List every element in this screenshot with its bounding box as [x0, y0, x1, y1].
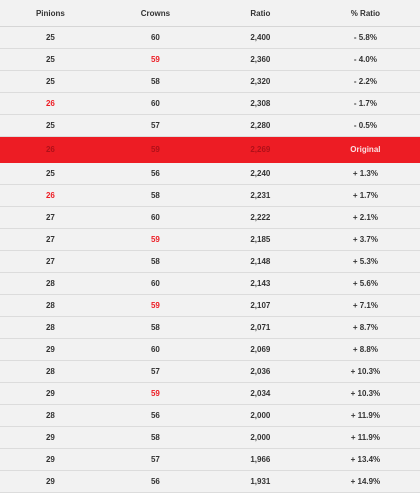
- cell-pinions: 28: [0, 317, 101, 339]
- cell-pct-ratio: + 3.7%: [311, 229, 420, 251]
- cell-pct-ratio: - 5.8%: [311, 27, 420, 49]
- cell-crowns: 60: [101, 27, 210, 49]
- cell-pct-ratio: + 13.4%: [311, 449, 420, 471]
- cell-pinions: 27: [0, 229, 101, 251]
- cell-crowns: 59: [101, 49, 210, 71]
- table-row: [0, 49, 420, 71]
- cell-ratio: 2,000: [210, 427, 311, 449]
- cell-ratio: 2,400: [210, 27, 311, 49]
- cell-pinions: 25: [0, 27, 101, 49]
- cell-ratio: 1,931: [210, 471, 311, 493]
- cell-pct-ratio: + 7.1%: [311, 295, 420, 317]
- cell-pinions: 26: [0, 93, 101, 115]
- cell-pct-ratio: + 10.3%: [311, 361, 420, 383]
- table-row: [0, 251, 420, 273]
- cell-pinions: 29: [0, 339, 101, 361]
- cell-crowns: 60: [101, 273, 210, 295]
- table-row: [0, 449, 420, 471]
- table-row: [0, 339, 420, 361]
- cell-pinions: 26: [0, 185, 101, 207]
- header-row: [0, 0, 420, 27]
- table-body: [0, 27, 420, 493]
- cell-ratio: 2,143: [210, 273, 311, 295]
- table-row: [0, 93, 420, 115]
- table-row: [0, 27, 420, 49]
- cell-crowns: 57: [101, 449, 210, 471]
- table-row: [0, 295, 420, 317]
- cell-pct-ratio: + 11.9%: [311, 405, 420, 427]
- cell-crowns: 58: [101, 317, 210, 339]
- cell-crowns: 59: [101, 295, 210, 317]
- cell-crowns: 60: [101, 207, 210, 229]
- table-row: [0, 427, 420, 449]
- cell-pct-ratio: - 0.5%: [311, 115, 420, 137]
- cell-crowns: 58: [101, 185, 210, 207]
- cell-crowns: 59: [101, 137, 210, 163]
- cell-pinions: 28: [0, 273, 101, 295]
- cell-ratio: 2,069: [210, 339, 311, 361]
- table-header: [0, 0, 420, 27]
- cell-pinions: 29: [0, 427, 101, 449]
- table-row: [0, 163, 420, 185]
- cell-pinions: 26: [0, 137, 101, 163]
- table-row: [0, 471, 420, 493]
- cell-pinions: 29: [0, 383, 101, 405]
- cell-pct-ratio: + 5.6%: [311, 273, 420, 295]
- table-row: [0, 361, 420, 383]
- table-row: [0, 207, 420, 229]
- cell-pinions: 29: [0, 471, 101, 493]
- cell-pct-ratio: + 11.9%: [311, 427, 420, 449]
- cell-ratio: 2,360: [210, 49, 311, 71]
- table-row: [0, 405, 420, 427]
- cell-ratio: 2,185: [210, 229, 311, 251]
- cell-pct-ratio: + 2.1%: [311, 207, 420, 229]
- cell-crowns: 56: [101, 163, 210, 185]
- cell-crowns: 57: [101, 115, 210, 137]
- cell-pct-ratio: + 5.3%: [311, 251, 420, 273]
- cell-pinions: 25: [0, 115, 101, 137]
- header-crowns: Crowns: [101, 0, 210, 27]
- cell-ratio: 2,036: [210, 361, 311, 383]
- cell-ratio: 2,320: [210, 71, 311, 93]
- cell-pct-ratio: + 8.8%: [311, 339, 420, 361]
- table-row-original: [0, 137, 420, 163]
- cell-pct-ratio: + 10.3%: [311, 383, 420, 405]
- cell-ratio: 2,240: [210, 163, 311, 185]
- cell-crowns: 56: [101, 471, 210, 493]
- cell-pct-ratio: - 4.0%: [311, 49, 420, 71]
- cell-crowns: 59: [101, 383, 210, 405]
- cell-pinions: 25: [0, 49, 101, 71]
- cell-pct-ratio: + 14.9%: [311, 471, 420, 493]
- table-row: [0, 383, 420, 405]
- cell-pct-ratio: + 1.3%: [311, 163, 420, 185]
- cell-pct-ratio: + 1.7%: [311, 185, 420, 207]
- cell-pinions: 27: [0, 207, 101, 229]
- cell-pct-ratio: Original: [311, 137, 420, 163]
- cell-pinions: 29: [0, 449, 101, 471]
- cell-pct-ratio: - 2.2%: [311, 71, 420, 93]
- cell-ratio: 2,000: [210, 405, 311, 427]
- cell-ratio: 2,308: [210, 93, 311, 115]
- cell-pct-ratio: - 1.7%: [311, 93, 420, 115]
- cell-ratio: 2,071: [210, 317, 311, 339]
- header-pct-ratio: % Ratio: [311, 0, 420, 27]
- cell-crowns: 60: [101, 339, 210, 361]
- header-ratio: Ratio: [210, 0, 311, 27]
- cell-crowns: 60: [101, 93, 210, 115]
- table-row: [0, 273, 420, 295]
- cell-ratio: 2,222: [210, 207, 311, 229]
- cell-crowns: 57: [101, 361, 210, 383]
- cell-pinions: 25: [0, 163, 101, 185]
- cell-pinions: 28: [0, 405, 101, 427]
- cell-crowns: 58: [101, 251, 210, 273]
- table-row: [0, 115, 420, 137]
- cell-pct-ratio: + 8.7%: [311, 317, 420, 339]
- cell-pinions: 28: [0, 361, 101, 383]
- table-row: [0, 185, 420, 207]
- cell-ratio: 2,107: [210, 295, 311, 317]
- cell-pinions: 25: [0, 71, 101, 93]
- cell-ratio: 2,231: [210, 185, 311, 207]
- cell-ratio: 2,269: [210, 137, 311, 163]
- table-row: [0, 317, 420, 339]
- cell-crowns: 58: [101, 71, 210, 93]
- cell-ratio: 1,966: [210, 449, 311, 471]
- cell-ratio: 2,034: [210, 383, 311, 405]
- table-row: [0, 71, 420, 93]
- cell-crowns: 58: [101, 427, 210, 449]
- table-row: [0, 229, 420, 251]
- cell-crowns: 56: [101, 405, 210, 427]
- cell-pinions: 27: [0, 251, 101, 273]
- cell-pinions: 28: [0, 295, 101, 317]
- cell-ratio: 2,148: [210, 251, 311, 273]
- cell-ratio: 2,280: [210, 115, 311, 137]
- cell-crowns: 59: [101, 229, 210, 251]
- header-pinions: Pinions: [0, 0, 101, 27]
